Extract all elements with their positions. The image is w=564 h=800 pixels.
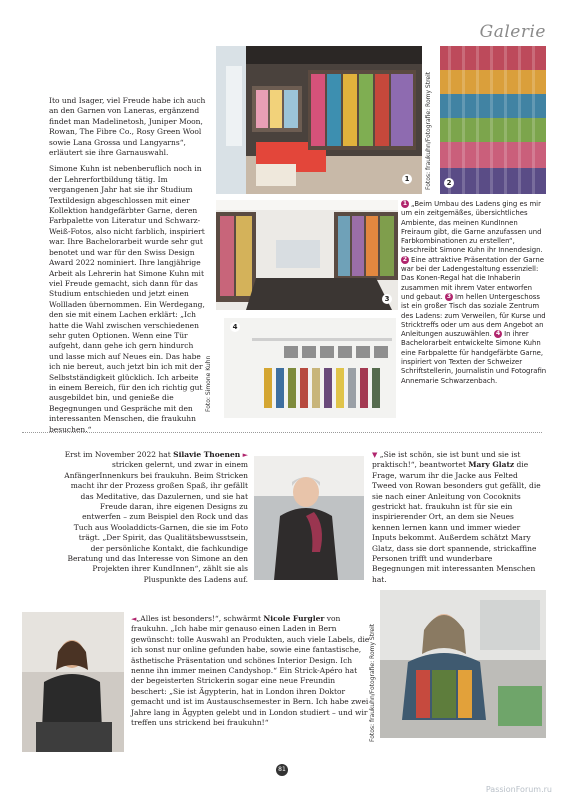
cone-shelf-illustration <box>440 46 546 194</box>
paragraph: Ito und Isager, viel Freude habe ich auch an den Garnen von Laneras, ergänzend findet man Madelinetosh, Juniper Moon, Rowan, The Fibre Co., Rosy Green Wool sowie Lana Grossa und Langyarns“, erläutert sie ihre Garnauswahl. <box>49 96 206 158</box>
photo-number-badge: 3 <box>382 294 392 304</box>
text-fragment: stricken gelernt, und zwar in einem AnfängerInnenkurs bei fraukuhn. Beim Stricken macht ihr der Prozess großen Spaß, ihr gefällt das Meditative, das Dazulernen, und sie hat Freude daran, ihre eigenen Designs zu entwerfen – zum Beispiel den Rock und das Tuch aus Wooladdicts-Garnen, die sie im Foto trägt. „Der Spirit, das Qualitätsbewusstsein, der persönliche Kontakt, die fachkundige Beratung und das Interesse von Simone an den Projekten ihrer KundInnen“, zählt sie als Pluspunkte des Ladens auf. <box>64 460 248 584</box>
portrait-illustration <box>254 456 364 580</box>
photo-nicole-furgler <box>22 612 124 752</box>
person-name: Mary Glatz <box>468 460 515 470</box>
person-name: Silavie Thoenen <box>173 450 241 459</box>
photo-credit: Fotos: fraukuhn/Fotografie: Romy Streit <box>369 623 376 742</box>
caption-text: In ihrer Bachelorarbeit entwickelte Simone Kuhn eine Farbpalette für handgefärbte Garne, inspiriert von Texten der Schweizer Schriftstellerin, Journalistin und Fotografin Annemarie Schwarzenbach. <box>401 330 547 385</box>
photo-silavie-thoenen <box>254 456 364 580</box>
photo-shop-interior <box>216 46 422 194</box>
photo-number-badge: 1 <box>402 174 412 184</box>
nicole-text <box>131 614 371 728</box>
text-fragment: die Frage, warum ihr die Jacke aus Felted Tweed von Rowan besonders gut gefällt, die sie nach einer Anleitung von Cocoknits gestrickt hat. fraukuhn ist für sie ein inspirierender Ort, an dem sie Neues kennen lernen kann und immer wieder Inputs bekommt. Außerdem schätzt Mary Glatz, dass sie dort spannende, strickaffine Personen trifft und wunderbare Begegnungen mit interessanten Menschen hat. <box>372 460 541 584</box>
caption-number: 4 <box>495 330 501 338</box>
photo-captions <box>401 200 547 386</box>
portrait-illustration <box>22 612 124 752</box>
portrait-illustration <box>380 590 546 738</box>
text-fragment: Erst im November 2022 hat <box>64 450 174 459</box>
caption-number: 3 <box>446 292 452 300</box>
pointer-left-icon: ◄ <box>131 615 137 623</box>
text-fragment: „Sie ist schön, sie ist bunt und sie ist praktisch!“, beantwortet <box>372 450 521 470</box>
caption-text: Im hellen Untergeschoss ist ein großer Tisch das soziale Zentrum des Ladens: zum Verweilen, für Kurse und Stricktreffs oder um aus dem Angebot an Anleitungen auszuwählen. <box>401 292 546 339</box>
section-divider <box>22 432 542 433</box>
caption-number: 1 <box>402 200 408 207</box>
caption-text: Eine attraktive Präsentation der Garne war bei der Ladengestaltung essenziell: Das Konen-Regal hat die Inhaberin zusammen mit ihrem Vater entworfen und gebaut. <box>401 255 544 301</box>
exhibit-illustration <box>224 318 396 418</box>
photo-mary-glatz <box>380 590 546 738</box>
text-fragment: von fraukuhn. „Ich habe mir genauso einen Laden in Bern gewünscht: tolle Auswahl an Produkten, auch viele Labels, die ich sonst nur online gefunden habe, sowie eine fantastische, ästhetische Präsentation und schönes Interior Design. Ich nenne ihn immer meinen Candyshop.“ Ein Strick-Apéro hat der begeisterten Strickerin sogar eine neue Freundin beschert: „Sie ist Ägypterin, hat in London ihren Doktor gemacht und ist im Austauschsemester in Bern. Ich habe zwei Jahre lang in Ägypten gelebt und in London studiert – und wir treffen uns strickend bei fraukuhn!“ <box>131 614 370 728</box>
watermark: PassionForum.ru <box>485 785 552 794</box>
photo-credit: Fotos: fraukuhn/Fotografie: Romy Streit <box>425 71 432 190</box>
shop-interior-illustration <box>216 46 422 194</box>
section-title: Galerie <box>479 22 546 42</box>
page-number: 81 <box>276 764 288 776</box>
mary-text <box>372 450 544 585</box>
pointer-down-icon: ▼ <box>372 451 378 459</box>
basement-illustration <box>216 200 398 310</box>
caption-text: „Beim Umbau des Ladens ging es mir um ein zeitgemäßes, übersichtliches Ambiente, das meinen KundInnen Freiraum gibt, die Garne anzufassen und Farbkombinationen zu erstellen“, beschreibt Simone Kuhn ihr Innendesign. <box>401 200 543 255</box>
photo-credit: Foto: Simone Kuhn <box>205 355 212 412</box>
photo-cone-shelf <box>440 46 546 194</box>
photo-number-badge: 4 <box>230 322 240 332</box>
person-name: Nicole Furgler <box>263 614 325 623</box>
paragraph: Simone Kuhn ist nebenberuflich noch in der Lehrerfortbildung tätig. Im vergangenen Jahr hat sie ihr Studium Textildesign abgeschlossen mit einer Kollektion handgefärbter Garne, deren Farbpalette von Literatur und Schwarz-Weiß-Fotos, also nicht farblich, inspiriert war. Ihre Bachelorarbeit wurde sehr gut benotet und war für den Swiss Design Award 2022 nominiert. Ihre langjährige Arbeit als Lehrerin hat Simone Kuhn mit viel Freude gemacht, sich dann für das Studium entschieden und jetzt einen Wollladen übernommen. Ein Werdegang, den sie mit einem Lachen erklärt: „Ich hatte die Wahl zwischen verschiedenen sehr guten Optionen. Wenn eine Tür aufgeht, dann gehe ich gern hindurch und lasse mich auf Neues ein. Das habe ich nie bereut, auch jetzt bin ich mit der Selbstständigkeit glücklich. Ich arbeite in einem Bereich, für den ich richtig gut ausgebildet bin, und genieße die Begegnungen und Gespräche mit den interessanten Menschen, die fraukuhn besuchen.“ <box>49 164 205 434</box>
silavie-text <box>64 450 248 585</box>
intro-text-column <box>49 96 207 441</box>
caption-number: 2 <box>402 255 408 263</box>
photo-basement-table <box>216 200 398 310</box>
photo-bachelor-exhibit <box>224 318 396 418</box>
pointer-right-icon: ► <box>242 451 248 459</box>
text-fragment: „Alles ist besonders!“, schwärmt <box>136 614 264 623</box>
photo-number-badge: 2 <box>444 178 454 188</box>
